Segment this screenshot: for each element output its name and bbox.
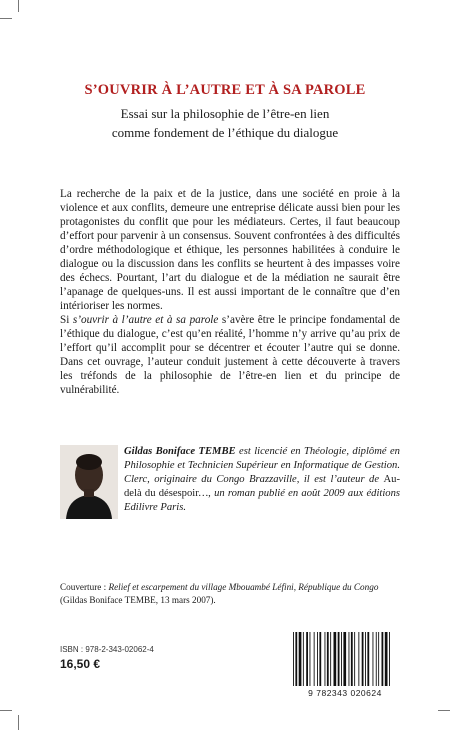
barcode-bar [376, 632, 377, 686]
barcode-bar [319, 632, 321, 686]
subtitle-line-2: comme fondement de l’éthique du dialogue [111, 125, 339, 140]
cover-credit-italic: Relief et escarpement du village Mbouambé Léfini, République du Congo [108, 582, 379, 592]
author-photo [60, 445, 118, 519]
blurb-rest: s’avère être le principe fondamental de l’éthique du dialogue, c’est qu’en réalité, l’homme n’y arrive qu’au prix de l’effort qu’il accomplit pour se décentrer et écouter l’autre qui se donne. Dans cet ouvrage, l’auteur conduit justement à cette découverte à travers les tréfonds de la philosophie de l’être-en lien et du principe de vulnérabilité. [60, 314, 400, 396]
barcode-bar [330, 632, 331, 686]
barcode-bar [334, 632, 337, 686]
crop-mark [0, 710, 12, 711]
back-cover-blurb [60, 187, 400, 397]
author-portrait-image [60, 445, 118, 519]
crop-mark [0, 18, 12, 19]
barcode-digits: 9 782343 020624 [308, 688, 382, 698]
barcode-bar [367, 632, 369, 686]
barcode-bar [314, 632, 315, 686]
crop-mark [438, 710, 450, 711]
isbn: ISBN : 978-2-343-02062-4 [60, 645, 154, 654]
cover-credit-rest: (Gildas Boniface TEMBE, 13 mars 2007). [60, 595, 216, 605]
barcode-bar [299, 632, 302, 686]
barcode-bar [349, 632, 350, 686]
barcode-bar [378, 632, 379, 686]
author-bio [124, 445, 400, 515]
barcode-bar [310, 632, 311, 686]
barcode-bar [365, 632, 366, 686]
barcode-bar [338, 632, 340, 686]
barcode-bar [358, 632, 359, 686]
barcode-bar [362, 632, 364, 686]
barcode-bar [341, 632, 342, 686]
barcode-bar [293, 632, 294, 686]
blurb-paragraph-1: La recherche de la paix et de la justice, dans une société en proie à la violence et aux conflits, demeure une entreprise délicate aussi bien pour les protagonistes du conflit que pour les médiateurs. Certes, il faut beaucoup d’effort pour parvenir à un consensus. Souvent confrontées à des difficultés d’ordre méthodologique et éthique, les personnes habilitées à conduire le dialogue ou la discussion dans les conflits se heurtent à des impasses voire des échecs. Pourtant, l’art du dialogue et de la médiation ne saurait être l’apanage de quelques-uns. Il est aussi important de le connaître que d’en intérioriser les normes. [60, 188, 400, 312]
blurb-italic-phrase: s’ouvrir à l’autre et à sa parole [72, 314, 219, 326]
book-title: S’OUVRIR À L’AUTRE ET À SA PAROLE [84, 82, 366, 98]
barcode-bar [343, 632, 346, 686]
barcode-bar [389, 632, 390, 686]
bio-text-2: …, un roman publié en août 2009 aux éditions Edilivre Paris. [124, 488, 400, 513]
barcode-bar [385, 632, 388, 686]
barcode-bar [382, 632, 384, 686]
blurb-paragraph-2 [60, 313, 400, 397]
barcode-bar [327, 632, 329, 686]
cover-credit-label: Couverture : [60, 582, 109, 592]
barcode-bar [351, 632, 353, 686]
barcode-bar [306, 632, 308, 686]
blurb-prefix: Si [60, 314, 73, 326]
barcode-bar [295, 632, 297, 686]
barcode-bar [303, 632, 304, 686]
subtitle-line-1: Essai sur la philosophie de l’être-en lien [120, 106, 330, 121]
price: 16,50 € [60, 657, 101, 671]
barcode-bar [325, 632, 326, 686]
barcode [285, 630, 405, 698]
barcode-bar [317, 632, 318, 686]
crop-mark [18, 0, 19, 12]
book-subtitle [0, 104, 450, 142]
bio-book-title: Au-delà du désespoir [124, 474, 400, 499]
barcode-bar [373, 632, 374, 686]
barcode-bar [354, 632, 355, 686]
author-name: Gildas Boniface TEMBE [124, 446, 236, 457]
bio-text-1: est licencié en Théologie, diplômé en Philosophie et Technicien Supérieur en Informatique de Gestion. Clerc, originaire du Congo Brazzaville, il est l’auteur de [124, 446, 400, 485]
crop-mark [18, 715, 19, 730]
cover-credit [60, 581, 400, 607]
